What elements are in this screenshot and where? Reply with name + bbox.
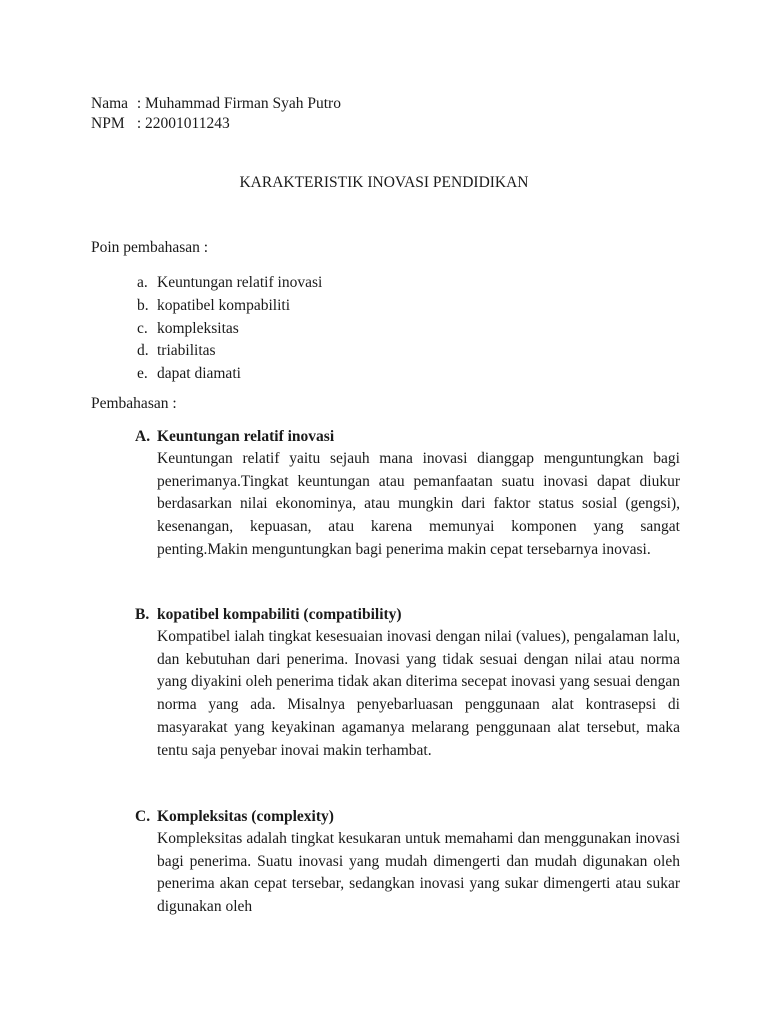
- section-heading: [135, 806, 680, 828]
- list-item: [137, 340, 322, 363]
- name-row: [91, 94, 341, 114]
- section-letter: C.: [135, 808, 151, 825]
- list-item-letter: d.: [137, 342, 149, 360]
- section-heading: [135, 426, 680, 448]
- section-body: Keuntungan relatif yaitu sejauh mana inovasi dianggap menguntungkan bagi penerimanya.Tingkat keuntungan atau pemanfaatan suatu inovasi dapat diukur berdasarkan nilai ekonominya, atau mungkin dari faktor status sosial (gengsi), kesenangan, kepuasan, atau karena memunyai komponen yang sangat penting.Makin menguntungkan bagi penerima makin cepat tersebarnya inovasi.: [157, 450, 680, 558]
- list-item-letter: a.: [137, 274, 148, 291]
- list-item-text: triabilitas: [157, 342, 216, 360]
- list-item-letter: e.: [137, 365, 148, 383]
- section-heading: [135, 604, 680, 626]
- npm-value: : 22001011243: [136, 115, 230, 132]
- document-title: KARAKTERISTIK INOVASI PENDIDIKAN: [239, 174, 529, 191]
- list-item: [137, 272, 322, 295]
- section-kompleksitas: [135, 806, 680, 919]
- name-value: : Muhammad Firman Syah Putro: [136, 95, 341, 112]
- section-title: Keuntungan relatif inovasi: [157, 428, 335, 445]
- section-keuntungan-relatif: [135, 426, 680, 562]
- npm-label: NPM: [91, 115, 125, 132]
- list-item-letter: b.: [137, 296, 149, 314]
- pembahasan-heading: Pembahasan :: [91, 395, 177, 412]
- list-item-text: kompleksitas: [157, 319, 239, 337]
- section-body: Kompatibel ialah tingkat kesesuaian inovasi dengan nilai (values), pengalaman lalu, dan kebutuhan dari penerima. Inovasi yang tidak sesuai dengan nilai atau norma yang diyakini oleh penerima tidak akan diterima secepat inovasi yang sesuai dengan norma yang ada. Misalnya penyebarluasan penggunaan alat kontrasepsi di masyarakat yang keyakinan agamanya melarang penggunaan alat tersebut, maka tentu saja penyebar inovai makin terhambat.: [157, 628, 680, 759]
- poin-list: [137, 272, 322, 386]
- section-letter: B.: [135, 606, 150, 623]
- name-label: Nama: [91, 95, 129, 112]
- poin-heading: Poin pembahasan :: [91, 239, 209, 256]
- list-item: [137, 363, 322, 386]
- npm-row: [91, 114, 341, 134]
- list-item-text: dapat diamati: [157, 365, 241, 383]
- list-item-text: kopatibel kompabiliti: [157, 296, 291, 314]
- section-kompatibilitas: [135, 604, 680, 762]
- section-body: Kompleksitas adalah tingkat kesukaran untuk memahami dan menggunakan inovasi bagi penerima. Suatu inovasi yang mudah dimengerti dan mudah digunakan oleh penerima akan cepat tersebar, sedangkan inovasi yang sukar dimengerti atau sukar digunakan oleh: [157, 830, 680, 916]
- list-item-text: Keuntungan relatif inovasi: [157, 274, 323, 291]
- list-item: [137, 295, 322, 318]
- section-letter: A.: [135, 428, 151, 445]
- section-title: Kompleksitas (complexity): [157, 808, 334, 825]
- student-info: [91, 94, 341, 134]
- list-item: [137, 318, 322, 341]
- section-title: kopatibel kompabiliti (compatibility): [157, 606, 402, 623]
- list-item-letter: c.: [137, 319, 148, 337]
